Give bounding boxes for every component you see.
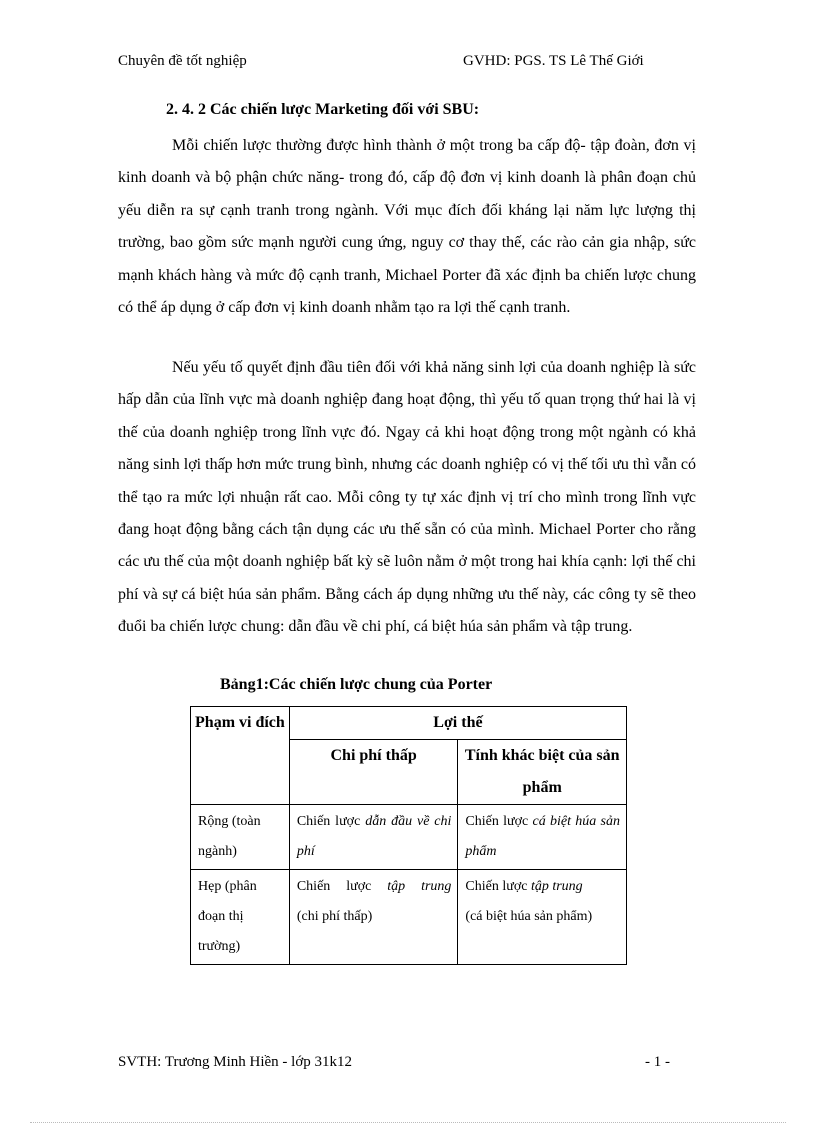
header-differentiation: Tính khác biệt của sản phẩm [458,740,627,805]
section-heading: 2. 4. 2 Các chiến lược Marketing đối với SBU: [166,101,480,118]
paragraph-1: Mỗi chiến lược thường được hình thành ở một trong ba cấp độ- tập đoàn, đơn vị kinh doanh và bộ phận chức năng- trong đó, cấp độ đơn vị kinh doanh là phân đoạn chủ yếu diễn ra sự cạnh tranh trong ngành. Với mục đích đối kháng lại năm lực lượng thị trường, bao gồm sức mạnh người cung ứng, nguy cơ thay thế, các rào cản gia nhập, sức mạnh khách hàng và mức độ cạnh tranh, Michael Porter đã xác định ba chiến lược chung có thể áp dụng ở cấp đơn vị kinh doanh nhằm tạo ra lợi thế cạnh tranh. [118,137,696,317]
page-number: - 1 - [645,1054,670,1070]
footer-student: SVTH: Trương Minh Hiền - lớp 31k12 [118,1054,353,1070]
table-header-row [191,707,627,740]
row-narrow-scope: Hẹp (phân đoạn thị trường) [191,870,290,965]
cell-prefix: Chiến lược [465,879,528,894]
header-left: Chuyên đề tốt nghiệp [118,53,247,69]
table-caption: Bảng1:Các chiến lược chung của Porter [220,676,493,693]
table-row [191,805,627,870]
cell-suffix: (chi phí thấp) [296,909,373,924]
cell-strategy: tập trung [530,879,583,894]
table-row [191,870,627,965]
porter-strategies-table [190,706,627,965]
cell-prefix: Chiến lược [465,814,529,829]
row-narrow-low-cost [289,870,458,965]
header-right: GVHD: PGS. TS Lê Thế Giới [463,53,644,69]
row-broad-low-cost [289,805,458,870]
row-broad-differentiation [458,805,627,870]
cell-strategy: tập trung [387,879,452,894]
header-scope: Phạm vi đích [191,707,290,805]
cell-suffix: (cá biệt húa sản phẩm) [465,909,593,924]
cell-strategy: dẫn đầu về chi phí [296,814,452,859]
cell-strategy: cá biệt húa sản phẩm [465,814,621,859]
cell-prefix: Chiến lược [296,879,372,894]
cell-prefix: Chiến lược [296,814,361,829]
header-advantage: Lợi thế [289,707,626,740]
row-narrow-differentiation [458,870,627,965]
row-broad-scope: Rộng (toàn ngành) [191,805,290,870]
header-low-cost: Chi phí thấp [289,740,458,805]
paragraph-2: Nếu yếu tố quyết định đầu tiên đối với khả năng sinh lợi của doanh nghiệp là sức hấp dẫn của lĩnh vực mà doanh nghiệp đang hoạt động, thì yếu tố quan trọng thứ hai là vị thế của doanh nghiệp trong lĩnh vực đó. Ngay cả khi hoạt động trong một ngành có khả năng sinh lợi thấp hơn mức trung bình, nhưng các doanh nghiệp có vị thế tối ưu thì vẫn có thể tạo ra mức lợi nhuận rất cao. Mỗi công ty tự xác định vị trí cho mình trong lĩnh vực đang hoạt động bằng cách tận dụng các ưu thế sẵn có của mình. Michael Porter cho rằng các ưu thế của một doanh nghiệp bất kỳ sẽ luôn nằm ở một trong hai khía cạnh: lợi thế chi phí và sự cá biệt húa sản phẩm. Bằng cách áp dụng những ưu thế này, các công ty sẽ theo đuổi ba chiến lược chung: dẫn đầu về chi phí, cá biệt húa sản phẩm và tập trung. [118,359,696,636]
